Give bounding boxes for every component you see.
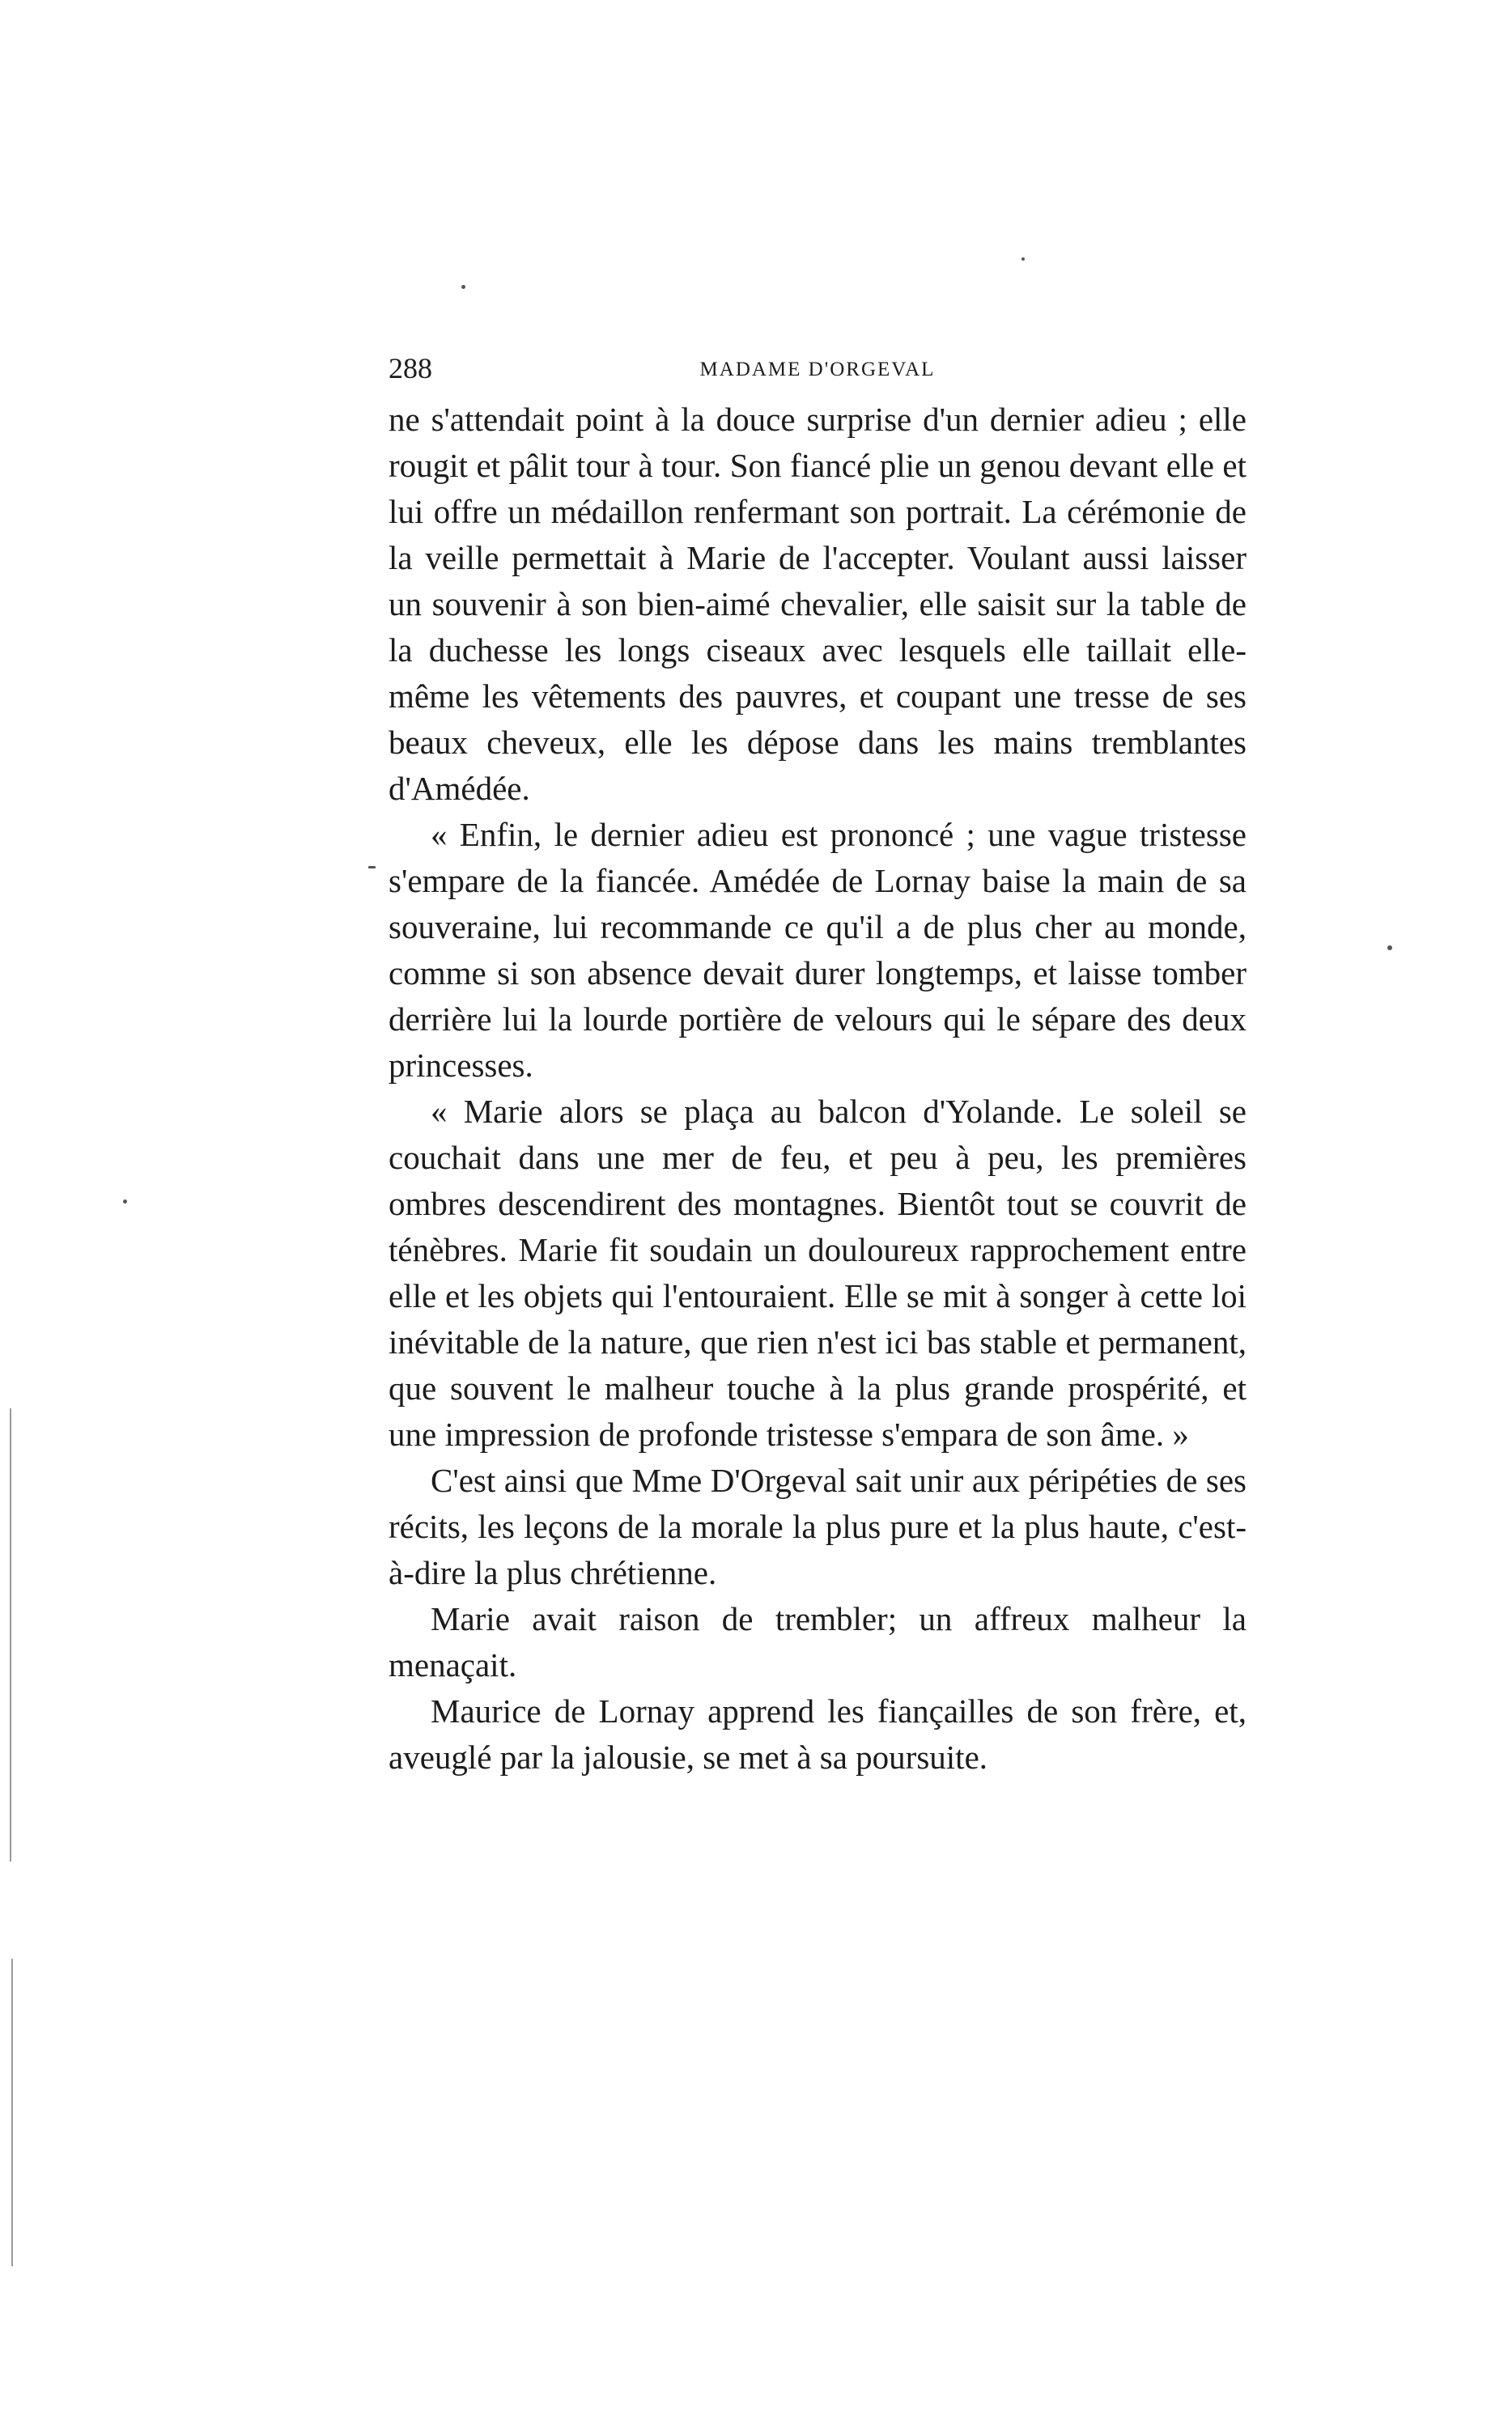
page-header xyxy=(389,348,1247,389)
scan-edge-line xyxy=(10,1408,11,1862)
paragraph: C'est ainsi que Mme D'Orgeval sait unir aux péripéties de ses récits, les leçons de la morale la plus pure et la plus haute, c'est-à-dire la plus chrétienne. xyxy=(389,1462,1247,1591)
paragraph: Marie avait raison de trembler; un affreux malheur la menaçait. xyxy=(389,1600,1247,1684)
paragraph: « Marie alors se plaça au balcon d'Yolande. Le soleil se couchait dans une mer de feu, et peu à peu, les premières ombres descendirent des montagnes. Bientôt tout se couvrit de ténèbres. Marie fit soudain un douloureux rapprochement entre elle et les objets qui l'entouraient. Elle se mit à songer à cette loi inévitable de la nature, que rien n'est ici bas stable et permanent, que souvent le malheur touche à la plus grande prospérité, et une impression de profonde tristesse s'empara de son âme. » xyxy=(389,1093,1247,1453)
paragraph-continued: ne s'attendait point à la douce surprise d'un dernier adieu ; elle rougit et pâlit tour à tour. Son fiancé plie un genou devant elle et lui offre un médaillon renfermant son portrait. La cérémonie de la veille permettait à Marie de l'accepter. Voulant aussi laisser un souvenir à son bien-aimé chevalier, elle saisit sur la table de la duchesse les longs ciseaux avec lesquels elle taillait elle-même les vêtements des pauvres, et coupant une tresse de ses beaux cheveux, elle les dépose dans les mains tremblantes d'Amédée. xyxy=(389,401,1247,807)
running-title: MADAME D'ORGEVAL xyxy=(699,359,936,380)
scan-speck xyxy=(123,1200,127,1204)
scan-speck xyxy=(1387,945,1392,950)
paragraph: « Enfin, le dernier adieu est prononcé ; une vague tristesse s'empare de la fiancée. Amédée de Lornay baise la main de sa souveraine, lui recommande ce qu'il a de plus cher au monde, comme si son absence devait durer longtemps, et laisse tomber derrière lui la lourde portière de velours qui le sépare des deux princesses. xyxy=(389,816,1247,1084)
scan-speck xyxy=(461,285,465,289)
scan-edge-line xyxy=(11,1959,13,2266)
scan-speck xyxy=(1021,257,1025,261)
body-text xyxy=(389,397,1247,1951)
page-number: 288 xyxy=(389,352,432,384)
paragraph: Maurice de Lornay apprend les fiançailles de son frère, et, aveuglé par la jalousie, se met à sa poursuite. xyxy=(389,1692,1247,1776)
scan-speck xyxy=(368,866,376,868)
